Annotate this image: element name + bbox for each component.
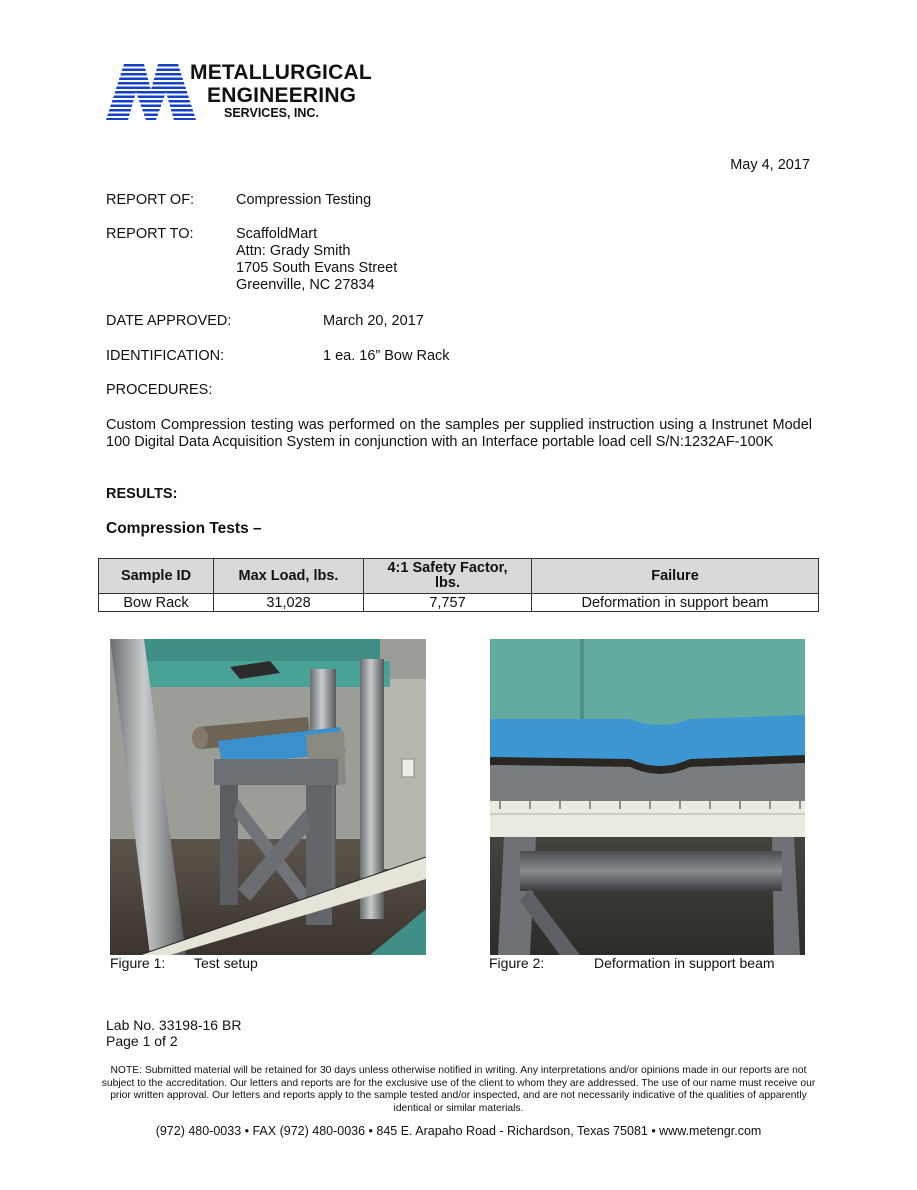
page-number: Page 1 of 2 [106, 1033, 178, 1049]
footer-note: NOTE: Submitted material will be retained for 30 days unless otherwise notified in writing. Any interpretations and/or opinions made in our reports are not subject to the accreditation. Our letters and reports are for the exclusive use of the client to whom they are addressed. The use of our name must receive our prior written approval. Our letters and reports apply to the sample tested and/or inspected, and are not necessarily indicative of the qualities of apparently identical or similar materials. [101, 1065, 816, 1114]
company-logo-mark [106, 64, 196, 120]
results-table [98, 558, 819, 612]
footer-contact: (972) 480-0033 • FAX (972) 480-0036 • 845 E. Arapaho Road - Richardson, Texas 75081 • www.metengr.com [155, 1124, 762, 1138]
table-header-row [99, 559, 819, 594]
table-cell: Deformation in support beam [532, 594, 819, 612]
procedures-text: Custom Compression testing was performed on the samples per supplied instruction using a Instrunet Model 100 Digital Data Acquisition System in conjunction with an Interface portable load cell S/N:1232AF-100K [106, 417, 812, 450]
company-name-line3: SERVICES, INC. [224, 106, 319, 120]
figure-2-caption: Deformation in support beam [594, 955, 775, 971]
figure-2-photo [490, 639, 805, 955]
company-name-line2: ENGINEERING [207, 84, 357, 107]
table-header-cell: Max Load, lbs. [214, 559, 364, 594]
lab-number: Lab No. 33198-16 BR [106, 1017, 242, 1033]
section-title: Compression Tests – [106, 520, 262, 537]
report-to-line: 1705 South Evans Street [236, 260, 398, 276]
procedures-label: PROCEDURES: [106, 382, 213, 398]
table-header-cell: 4:1 Safety Factor, lbs. [364, 559, 532, 594]
figure-1-label: Figure 1: [110, 955, 166, 971]
identification-label: IDENTIFICATION: [106, 348, 225, 364]
table-header-cell: Sample ID [99, 559, 214, 594]
table-cell: 31,028 [214, 594, 364, 612]
report-to-line: ScaffoldMart [236, 226, 318, 242]
table-row [99, 594, 819, 612]
figure-1-photo [110, 639, 426, 955]
report-date: May 4, 2017 [730, 157, 810, 173]
table-header-cell: Failure [532, 559, 819, 594]
company-name-line1: METALLURGICAL [190, 61, 372, 84]
table-cell: Bow Rack [99, 594, 214, 612]
date-approved-value: March 20, 2017 [323, 313, 424, 329]
identification-value: 1 ea. 16” Bow Rack [323, 348, 450, 364]
figure-1-caption: Test setup [194, 955, 258, 971]
report-of-label: REPORT OF: [106, 192, 195, 208]
results-label: RESULTS: [106, 486, 178, 502]
table-cell: 7,757 [364, 594, 532, 612]
report-to-line: Greenville, NC 27834 [236, 277, 375, 293]
date-approved-label: DATE APPROVED: [106, 313, 232, 329]
figure-2-label: Figure 2: [489, 955, 545, 971]
report-to-line: Attn: Grady Smith [236, 243, 351, 259]
report-of-value: Compression Testing [236, 192, 372, 208]
report-to-label: REPORT TO: [106, 226, 194, 242]
